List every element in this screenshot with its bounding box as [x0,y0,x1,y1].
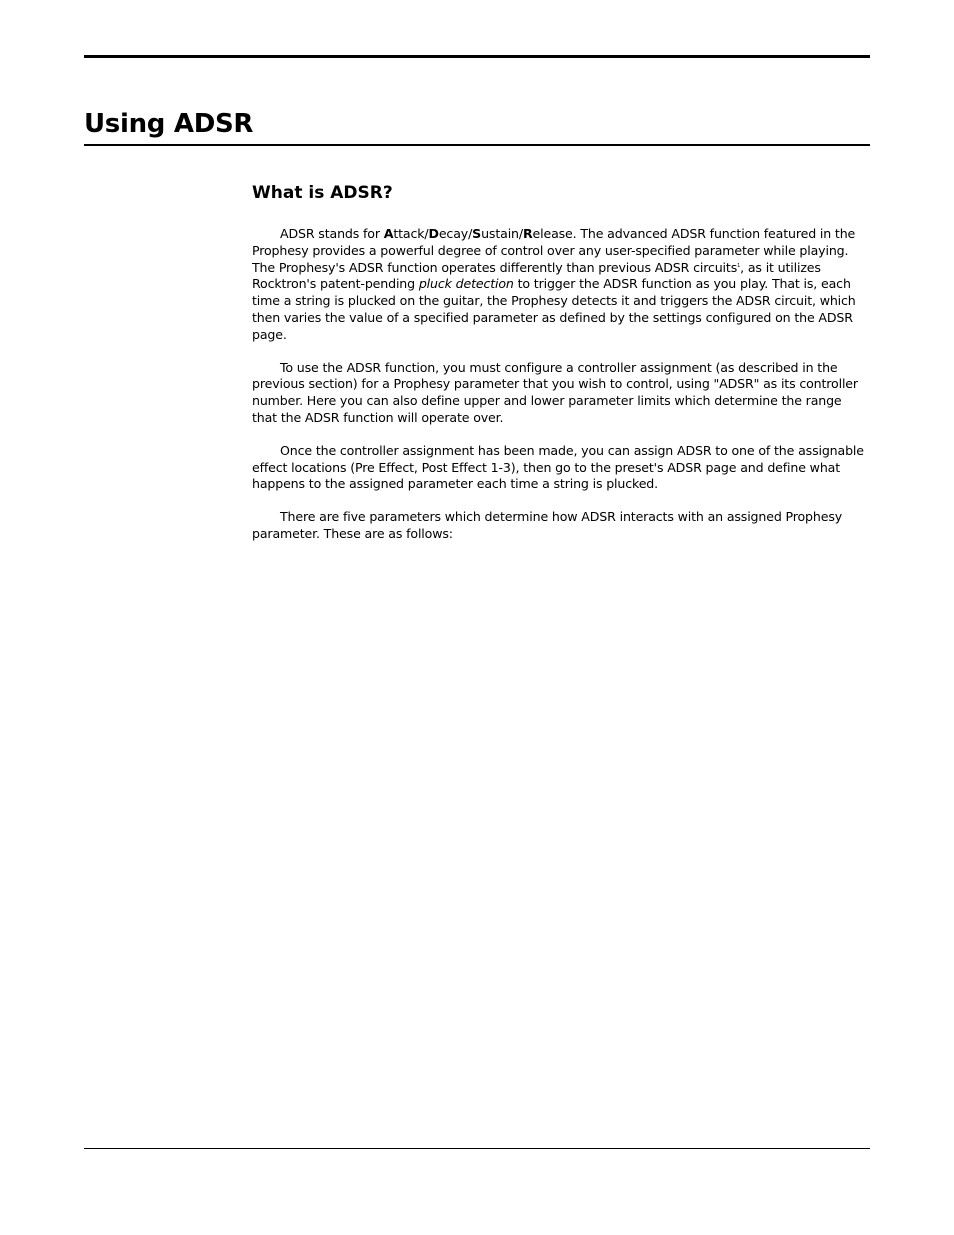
after-footnote-text: , as it utilizes Rocktron's patent-pending [252,259,821,292]
bottom-rule [84,1148,870,1149]
paragraph1-ending: to trigger the ADSR function as you play. That is, each time a string is plucked on the guitar, the Prophesy detects it and triggers the ADSR circuit, which then varies the value of a specified parameter as defined by the settings configured on the ADSR page. [252,276,856,342]
release-rest: elease. The advanced ADSR function featured in the Prophesy provides a powerful degree of control over any user-specified parameter while playing. The Prophesy's ADSR function operates differently than previous ADSR circuits [252,226,856,275]
paragraph-assign-location: Once the controller assignment has been made, you can assign ADSR to one of the assignable effect locations (Pre Effect, Post Effect 1-3), then go to the preset's ADSR page and define what happens to the assigned parameter each time a string is plucked. [252,442,864,492]
sustain-letter: S [472,226,482,241]
title-underline-rule [84,144,870,146]
attack-rest: ttack/ [393,226,429,241]
attack-letter: A [383,226,394,241]
sustain-rest: ustain/ [481,226,523,241]
page-title: Using ADSR [84,109,254,139]
body-text [252,226,870,559]
decay-rest: ecay/ [438,226,473,241]
section-heading: What is ADSR? [252,183,393,203]
decay-letter: D [428,226,439,241]
paragraph-controller-assignment: To use the ADSR function, you must configure a controller assignment (as described in the previous section) for a Prophesy parameter that you wish to control, using "ADSR" as its controller number. Here you can also define upper and lower parameter limits which determine the range that the ADSR function will operate over. [252,359,858,425]
top-rule [84,55,870,58]
intro-text: ADSR stands for [280,226,384,241]
paragraph-adsr-definition [252,226,870,344]
paragraph-five-parameters: There are five parameters which determine how ADSR interacts with an assigned Prophesy parameter. These are as follows: [252,509,843,541]
release-letter: R [522,226,533,241]
footnote-mark: 1 [737,262,741,269]
pluck-detection-term: pluck detection [418,276,514,292]
